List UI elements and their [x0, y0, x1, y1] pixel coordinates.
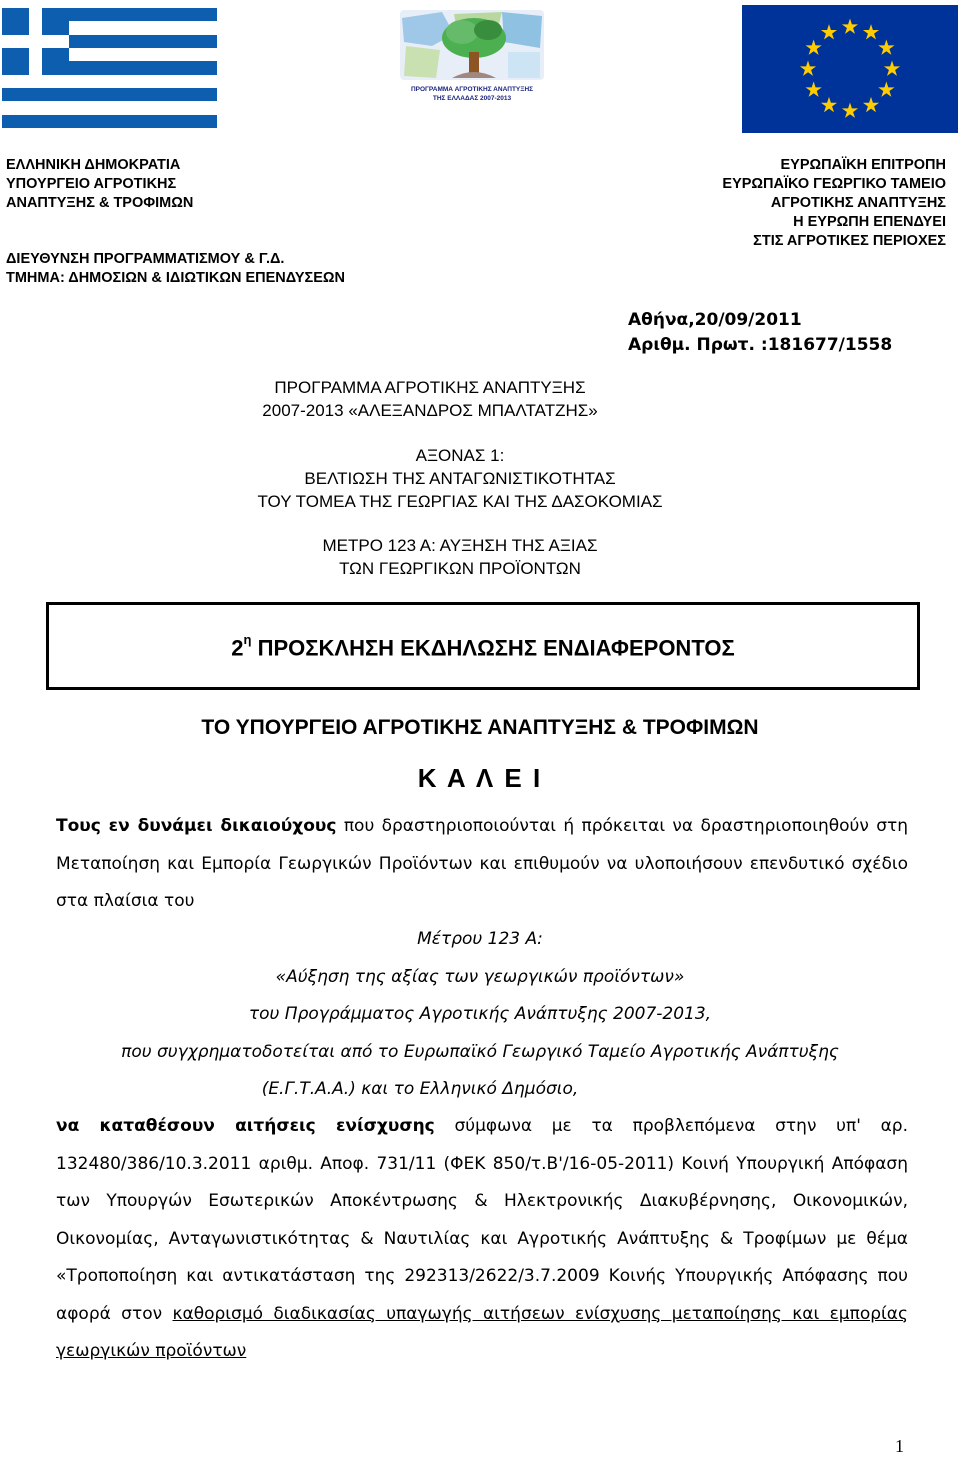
paragraph-bold-lead: Τους εν δυνάμει δικαιούχους: [56, 816, 337, 836]
paragraph-applications: [56, 1108, 908, 1371]
eu-header: [646, 156, 946, 251]
reference-block: [628, 308, 892, 358]
italic-line: του Προγράμματος Αγροτικής Ανάπτυξης 2007-2013,: [248, 1004, 712, 1024]
axis-line: ΑΞΟΝΑΣ 1:: [415, 446, 505, 465]
page-number: 1: [895, 1436, 904, 1456]
directorate-header: [6, 250, 345, 288]
call-title-text: ΠΡΟΣΚΛΗΣΗ ΕΚΔΗΛΩΣΗΣ ΕΝΔΙΑΦΕΡΟΝΤΟΣ: [257, 635, 735, 661]
header-left-line: ΑΝΑΠΤΥΞΗΣ & ΤΡΟΦΙΜΩΝ: [6, 195, 194, 211]
program-line: 2007-2013 «ΑΛΕΞΑΝΔΡΟΣ ΜΠΑΛΤΑΤΖΗΣ»: [262, 401, 598, 420]
italic-line: (Ε.Γ.Τ.Α.Α.) και το Ελληνικό Δημόσιο,: [261, 1079, 579, 1099]
program-title: [0, 376, 910, 422]
axis-line: ΒΕΛΤΙΩΣΗ ΤΗΣ ΑΝΤΑΓΩΝΙΣΤΙΚΟΤΗΤΑΣ: [304, 469, 616, 488]
header-left-line: ΕΛΛΗΝΙΚΗ ΔΗΜΟΚΡΑΤΙΑ: [6, 157, 181, 173]
svg-text:ΤΗΣ ΕΛΛΑΔΑΣ 2007-2013: ΤΗΣ ΕΛΛΑΔΑΣ 2007-2013: [432, 95, 512, 102]
paragraph-text: σύμφωνα με τα προβλεπόμενα στην υπ' αρ. 132480/386/10.3.2011 αριθμ. Αποφ. 731/11 (ΦΕΚ 850/τ.Β'/16-05-2011) Κοινή Υπουργική Απόφαση των Υπουργών Εσωτερικών Αποκέντρωσης & Ηλεκτρονικής Διακυβέρνησης, Οικονομικών, Οικονομίας, Ανταγωνιστικότητας & Ναυτιλίας και Αγροτικής Ανάπτυξης & Τροφίμων με θέμα «Τροποποίηση και αντικατάσταση της 292313/2622/3.7.2009 Κοινής Υπουργικής Απόφασης που αφορά στον: [56, 1116, 908, 1324]
header-right-line: Η ΕΥΡΩΠΗ ΕΠΕΝΔΥΕΙ: [793, 214, 946, 230]
header-left-line: ΔΙΕΥΘΥΝΣΗ ΠΡΟΓΡΑΜΜΑΤΙΣΜΟΥ & Γ.Δ.: [6, 251, 285, 267]
paragraph-bold-lead: να καταθέσουν αιτήσεις ενίσχυσης: [56, 1116, 435, 1136]
header-right-line: ΕΥΡΩΠΑΪΚΟ ΓΕΩΡΓΙΚΟ ΤΑΜΕΙΟ: [722, 176, 946, 192]
protocol-line: Αριθμ. Πρωτ. :181677/1558: [628, 335, 893, 355]
date-line: Αθήνα,20/09/2011: [628, 310, 802, 330]
italic-line: Μέτρου 123 Α:: [417, 929, 543, 949]
header-left-line: ΥΠΟΥΡΓΕΙΟ ΑΓΡΟΤΙΚΗΣ: [6, 176, 177, 192]
agri-program-logo: [392, 8, 552, 106]
axis-line: ΤΟΥ ΤΟΜΕΑ ΤΗΣ ΓΕΩΡΓΙΑΣ ΚΑΙ ΤΗΣ ΔΑΣΟΚΟΜΙΑΣ: [257, 492, 663, 511]
call-title: [49, 632, 917, 661]
measure-title: [0, 534, 940, 580]
call-superscript: η: [243, 632, 252, 647]
axis-title: [0, 444, 940, 513]
greek-flag: [2, 8, 217, 128]
paragraph-beneficiaries: [56, 808, 908, 921]
paragraph-text: που δραστηριοποιούνται ή πρόκειται να δραστηριοποιηθούν στη Μεταποίηση και Εμπορία Γεωργικών Προϊόντων και επιθυμούν να υλοποιήσουν επενδυτικό σχέδιο στα πλαίσια του: [56, 816, 908, 911]
italic-line: «Αύξηση της αξίας των γεωργικών προϊόντων»: [275, 966, 685, 987]
measure-line: ΜΕΤΡΟ 123 Α: ΑΥΞΗΣΗ ΤΗΣ ΑΞΙΑΣ: [322, 536, 598, 555]
underlined-text: καθορισμό διαδικασίας υπαγωγής αιτήσεων ενίσχυσης μεταποίησης και εμπορίας γεωργικών προϊόντων: [56, 1303, 908, 1361]
eu-flag: [742, 5, 958, 133]
program-line: ΠΡΟΓΡΑΜΜΑ ΑΓΡΟΤΙΚΗΣ ΑΝΑΠΤΥΞΗΣ: [274, 378, 586, 397]
measure-line: ΤΩΝ ΓΕΩΡΓΙΚΩΝ ΠΡΟΪΟΝΤΩΝ: [339, 559, 581, 578]
italic-line: που συγχρηματοδοτείται από το Ευρωπαϊκό Γεωργικό Ταμείο Αγροτικής Ανάπτυξης: [121, 1041, 839, 1062]
ministry-header: [6, 156, 193, 213]
header-right-line: ΣΤΙΣ ΑΓΡΟΤΙΚΕΣ ΠΕΡΙΟΧΕΣ: [753, 233, 946, 249]
call-number: 2: [231, 635, 244, 661]
header-right-line: ΑΓΡΟΤΙΚΗΣ ΑΝΑΠΤΥΞΗΣ: [770, 195, 946, 211]
header-left-line: ΤΜΗΜΑ: ΔΗΜΟΣΙΩΝ & ΙΔΙΩΤΙΚΩΝ ΕΠΕΝΔΥΣΕΩΝ: [6, 270, 346, 286]
call-title-box: [46, 602, 920, 690]
ministry-line: ΤΟ ΥΠΟΥΡΓΕΙΟ ΑΓΡΟΤΙΚΗΣ ΑΝΑΠΤΥΞΗΣ & ΤΡΟΦΙΜΩΝ: [201, 716, 759, 739]
svg-text:ΠΡΟΓΡΑΜΜΑ ΑΓΡΟΤΙΚΗΣ ΑΝΑΠΤΥΞΗΣ: ΠΡΟΓΡΑΜΜΑ ΑΓΡΟΤΙΚΗΣ ΑΝΑΠΤΥΞΗΣ: [410, 86, 534, 93]
measure-description: [0, 921, 960, 1109]
header-right-line: ΕΥΡΩΠΑΪΚΗ ΕΠΙΤΡΟΠΗ: [780, 157, 946, 173]
kalei-heading: Κ Α Λ Ε Ι: [417, 763, 543, 793]
